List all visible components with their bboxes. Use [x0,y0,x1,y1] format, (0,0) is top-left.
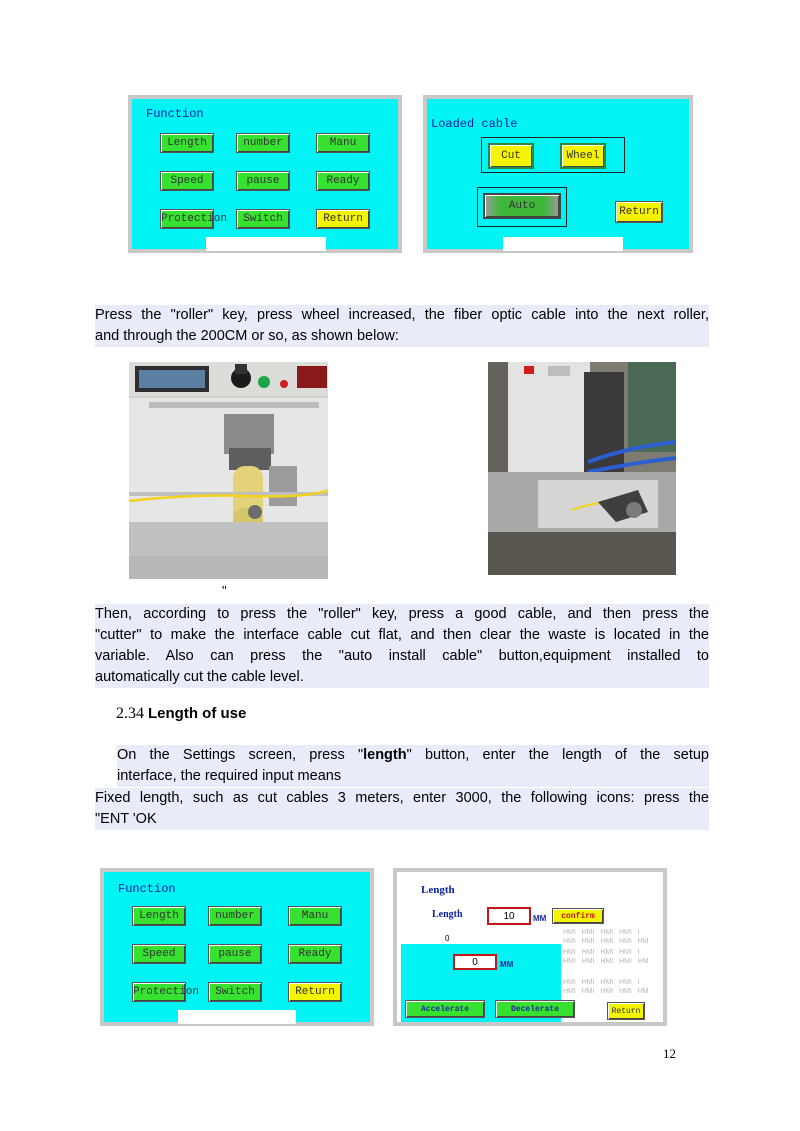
loaded-cable-title: Loaded cable [431,117,518,131]
function-screen-top [128,95,402,253]
paragraph-line: variable. Also can press the "auto install cable" button,equipment installed to [95,646,709,667]
number-button[interactable]: number [208,906,262,926]
wheel-button[interactable]: Wheel [560,143,606,169]
length-button[interactable]: Length [132,906,186,926]
status-strip [206,237,326,251]
return-button-length[interactable]: Return [607,1002,645,1020]
loaded-cable-screen [423,95,693,253]
length-field-label: Length [432,909,463,920]
confirm-button[interactable]: confirm [552,908,604,924]
text-run: On the Settings screen, press " [117,747,364,763]
protection-button[interactable]: Protection [160,209,214,229]
pause-button[interactable]: pause [208,944,262,964]
length-input[interactable]: 10 [487,907,531,925]
page-number: 12 [663,1046,676,1061]
length-screen-title: Length [421,884,455,896]
hmi-watermark: HMI HMI HMI HMI I HMI HMI HMI HMI HM [563,949,649,965]
accelerate-button[interactable]: Accelerate [405,1000,485,1018]
length-unit: MM [533,914,547,923]
switch-button[interactable]: Switch [236,209,290,229]
return-button[interactable]: Return [316,209,370,229]
cut-button[interactable]: Cut [488,143,534,169]
paragraph-line [117,745,709,766]
text-run: " button, enter the length of the setup [406,747,710,763]
manu-button[interactable]: Manu [316,133,370,153]
length-button[interactable]: Length [160,133,214,153]
status-strip-loaded [503,237,623,251]
decelerate-button[interactable]: Decelerate [495,1000,575,1018]
speed-button[interactable]: Speed [132,944,186,964]
protection-button[interactable]: Protection [132,982,186,1002]
switch-button[interactable]: Switch [208,982,262,1002]
section-heading [116,705,246,723]
pause-button[interactable]: pause [236,171,290,191]
cutter-closeup-photo [488,362,676,575]
function-title: Function [146,107,204,121]
caption-mark: " [222,583,227,598]
hmi-watermark: HMI HMI HMI HMI I HMI HMI HMI HMI HM [563,979,649,995]
paragraph-line: automatically cut the cable level. [95,667,709,688]
section-title: Length of use [148,705,247,722]
counter-value: 0 [445,934,450,943]
paragraph-cutter [95,604,709,688]
speed-button[interactable]: Speed [160,171,214,191]
ready-button[interactable]: Ready [316,171,370,191]
length-screen [393,868,667,1026]
paragraph-line: "cutter" to make the interface cable cut flat, and then clear the waste is located in the [95,625,709,646]
bold-length: length [363,747,407,763]
section-number: 2.34 [116,705,144,722]
paragraph-length-line1 [117,745,709,787]
paragraph-line: and through the 200CM or so, as shown below: [95,326,709,347]
ready-button[interactable]: Ready [288,944,342,964]
paragraph-length-line3 [95,788,709,830]
function-title: Function [118,882,176,896]
speed-unit: MM [500,960,514,969]
paragraph-line: "ENT 'OK [95,809,709,830]
return-button[interactable]: Return [288,982,342,1002]
paragraph-line: Fixed length, such as cut cables 3 meters, enter 3000, the following icons: press the [95,788,709,809]
machine-front-photo [129,362,328,579]
paragraph-roller [95,305,709,347]
paragraph-line: Press the "roller" key, press wheel increased, the fiber optic cable into the next roller, [95,305,709,326]
hmi-watermark: HMI HMI HMI HMI I HMI HMI HMI HMI HM [563,929,649,945]
paragraph-line: interface, the required input means [117,766,709,787]
auto-button[interactable]: Auto [483,193,561,219]
speed-input[interactable]: 0 [453,954,497,970]
paragraph-line: Then, according to press the "roller" key, press a good cable, and then press the [95,604,709,625]
manu-button[interactable]: Manu [288,906,342,926]
number-button[interactable]: number [236,133,290,153]
return-button-loaded[interactable]: Return [615,201,663,223]
status-strip [178,1010,296,1024]
function-screen-bottom [100,868,374,1026]
